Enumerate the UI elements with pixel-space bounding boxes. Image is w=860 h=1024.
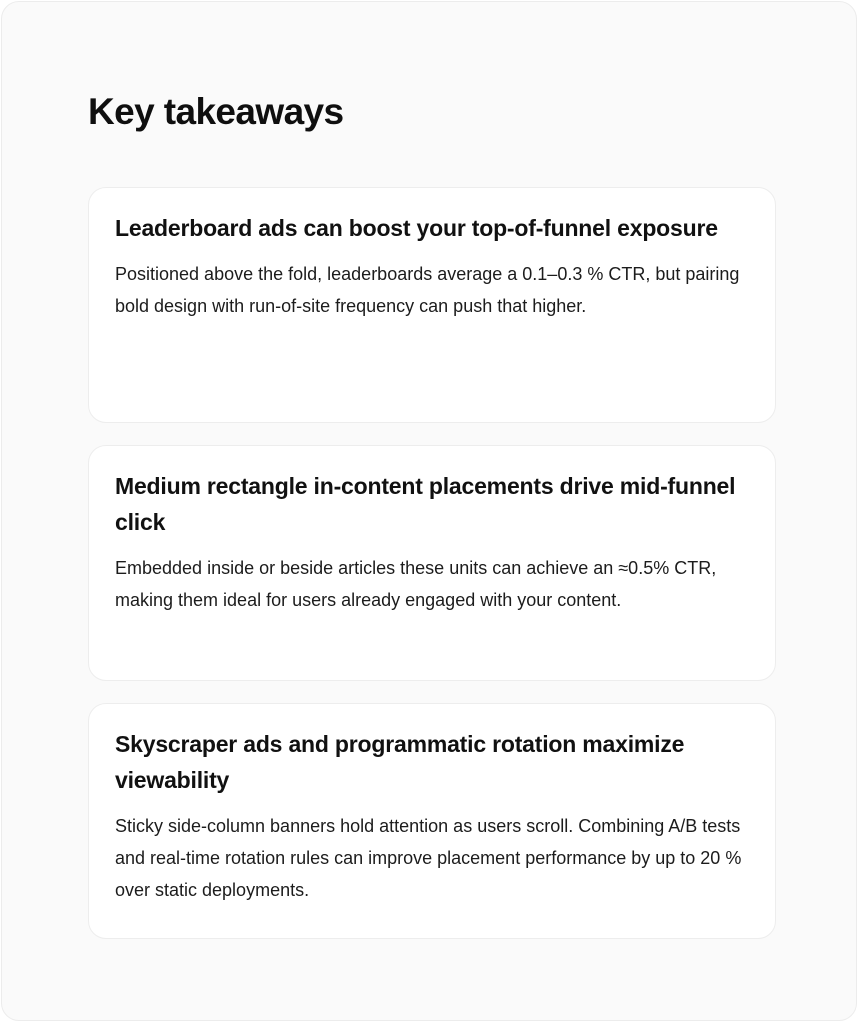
takeaway-card-leaderboard <box>88 187 776 423</box>
page-title: Key takeaways <box>88 91 344 132</box>
takeaway-card-skyscraper <box>88 703 776 939</box>
takeaways-panel <box>1 1 857 1021</box>
takeaway-heading: Medium rectangle in-content placements drive mid-funnel click <box>115 473 736 535</box>
takeaway-body: Embedded inside or beside articles these units can achieve an ≈0.5% CTR, making them ideal for users already engaged with your content. <box>115 558 717 610</box>
takeaway-heading: Skyscraper ads and programmatic rotation maximize viewability <box>115 731 685 793</box>
takeaway-heading: Leaderboard ads can boost your top-of-funnel exposure <box>115 215 718 241</box>
takeaway-body: Sticky side-column banners hold attention as users scroll. Combining A/B tests and real-time rotation rules can improve placement performance by up to 20 % over static deployments. <box>115 816 742 900</box>
takeaway-body: Positioned above the fold, leaderboards average a 0.1–0.3 % CTR, but pairing bold design with run-of-site frequency can push that higher. <box>115 264 740 316</box>
takeaway-card-medium-rectangle <box>88 445 776 681</box>
